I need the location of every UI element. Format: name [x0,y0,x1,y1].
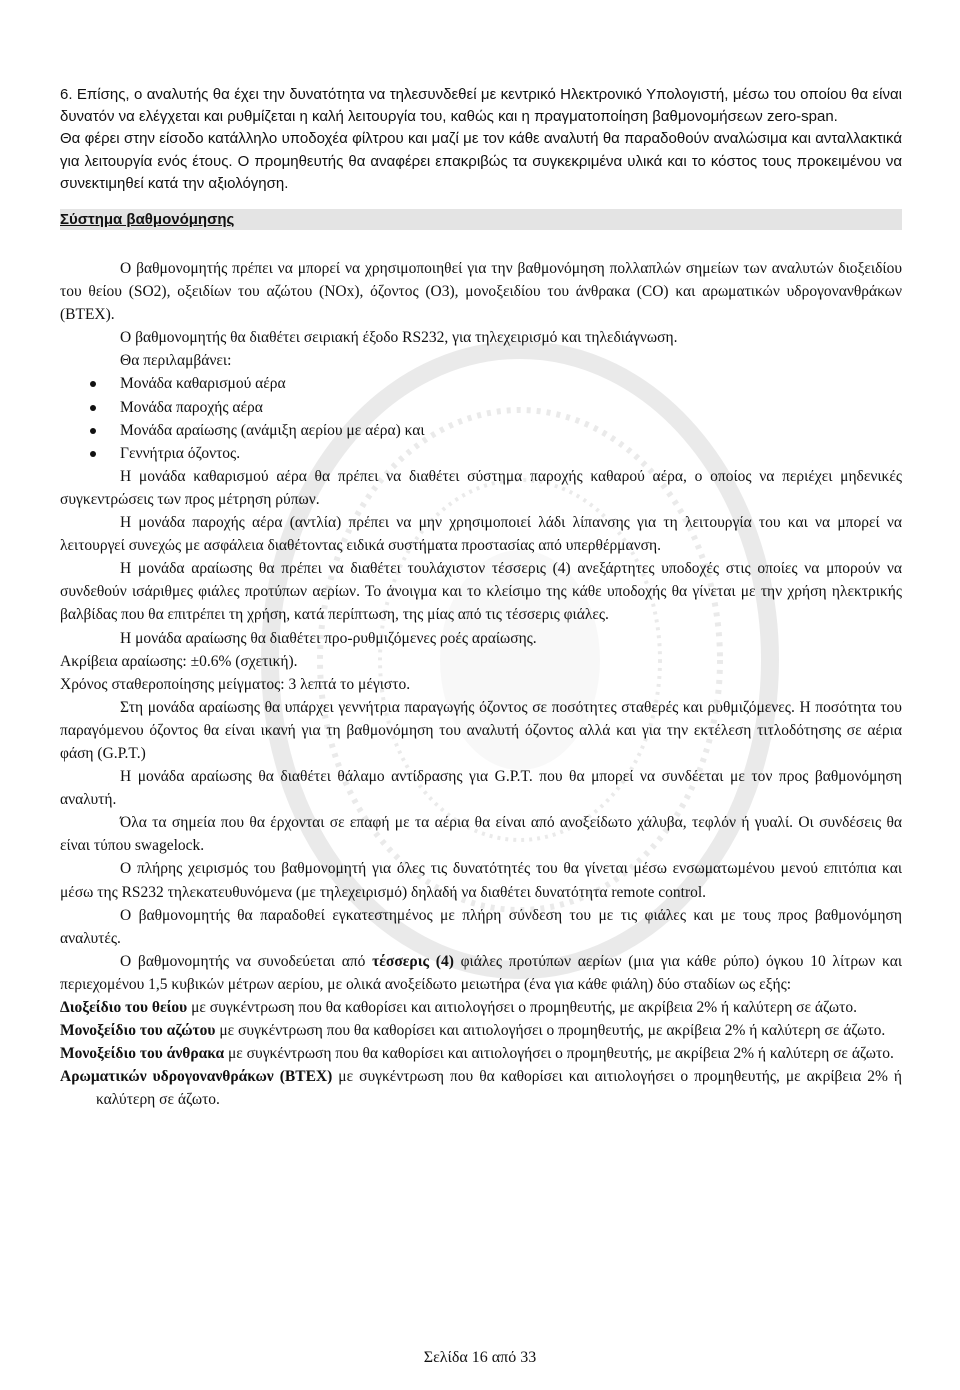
components-list [60,372,902,464]
bullet-icon [90,405,96,411]
cylinder-count: τέσσερις (4) [372,952,454,970]
paragraph-cylinders: Ο βαθμονομητής να συνοδεύεται από τέσσερις (4) φιάλες προτύπων αερίων (μια για κάθε ρύπο) όγκου 10 λίτρων και περιεχομένου 1,5 κυβικών μέτρων αερίου, με ολικά ανοξείδωτο μειωτήρα (ένα για κάθε φιάλη) δύο σταδίων ως εξής: [60,952,902,993]
paragraph-remote-control: Ο πλήρης χειρισμός του βαθμονομητή για όλες τις δυνατότητές του θα γίνεται μέσω ενσωματωμένου μενού επιτόπια και μέσω της RS232 τηλεκατευθυνόμενα (με τηλεχειρισμό) δηλαδή να διαθέτει δυνατότητα remote control. [60,860,902,901]
paragraph-stabilization-time: Χρόνος σταθεροποίησης μείγματος: 3 λεπτά το μέγιστο. [60,675,411,693]
paragraph-dilution-unit: Η μονάδα αραίωσης θα πρέπει να διαθέτει τουλάχιστον τέσσερις (4) ανεξάρτητες υποδοχές στις οποίες να μπορούν να συνδεθούν ισάριθμες φιάλες προτύπων αερίων. Το άνοιγμα και το κλείσιμο της κάθε υποδοχής θα γίνεται με την χρήση ηλεκτρικής βαλβίδας που θα επιτρέπει τη χρήση, κατά περίπτωση, της μίας από τις τέσσερις φιάλες. [60,560,902,624]
paragraph-dilution-flows: Η μονάδα αραίωσης θα διαθέτει προ-ρυθμιζόμενες ροές αραίωσης. [120,629,537,647]
section-heading: Σύστημα βαθμονόμησης [60,211,235,229]
bullet-icon [90,381,96,387]
gas-item-co: Μονοξείδιο του άνθρακα με συγκέντρωση που θα καθορίσει και αιτιολογήσει ο προμηθευτής, με ακρίβεια 2% ή καλύτερη σε άζωτο. [60,1045,894,1063]
paragraph-filter-consumables: Θα φέρει στην είσοδο κατάλληλο υποδοχέα φίλτρου και μαζί με τον κάθε αναλυτή θα παραδοθούν αναλώσιμα και ανταλλακτικά για λειτουργία ενός έτους. Ο προμηθευτής θα αναφέρει επακριβώς τα συγκεκριμένα υλικά και το κόστος τους προκειμένου να συνεκτιμηθεί κατά την αξιολόγηση. [60,130,902,192]
paragraph-cleaning-unit: Η μονάδα καθαρισμού αέρα θα πρέπει να διαθέτει σύστημα παροχής καθαρού αέρα, ο οποίος να περιέχει μηδενικές συγκεντρώσεις των προς μέτρηση ρύπων. [60,467,902,508]
page-number: Σελίδα 16 από 33 [423,1349,537,1366]
paragraph-materials: Όλα τα σημεία που θα έρχονται σε επαφή με τα αέρια θα είναι από ανοξείδωτο χάλυβα, τεφλόν ή γυαλί. Οι συνδέσεις θα είναι τύπου swagelock. [60,814,902,855]
bullet-icon [90,451,96,457]
gas-item-no: Μονοξείδιο του αζώτου με συγκέντρωση που θα καθορίσει και αιτιολογήσει ο προμηθευτής, με ακρίβεια 2% ή καλύτερη σε άζωτο. [60,1022,886,1040]
list-item: Μονάδα παροχής αέρα [60,396,902,419]
paragraph-dilution-accuracy: Ακρίβεια αραίωσης: ±0.6% (σχετική). [60,652,298,670]
paragraph-rs232: Ο βαθμονομητής θα διαθέτει σειριακή έξοδο RS232, για τηλεχειρισμό και τηλεδιάγνωση. [120,329,678,347]
list-item: Μονάδα αραίωσης (ανάμιξη αερίου με αέρα) και [60,419,902,442]
paragraph-supply-unit: Η μονάδα παροχής αέρα (αντλία) πρέπει να μην χρησιμοποιεί λάδι λίπανσης για τη λειτουργία του και να μπορεί να λειτουργεί συνεχώς με ασφάλεια διαθέτοντας ειδικά συστήματα προστασίας από υπερθέρμανση. [60,514,902,555]
list-item: Μονάδα καθαρισμού αέρα [60,372,902,395]
paragraph-includes: Θα περιλαμβάνει: [120,352,232,370]
paragraph-ozone-generator: Στη μονάδα αραίωσης θα υπάρχει γεννήτρια παραγωγής όζοντος σε ποσότητες σταθερές και ρυθμιζόμενες. Η ποσότητα του παραγόμενου όζοντος θα είναι ικανή για τη βαθμονόμηση του αναλυτή όζοντος αλλά και για την εκτέλεση τιτλοδότησης σε αέρια φάση (G.P.T.) [60,698,902,762]
gas-item-btex: Αρωματικών υδρογονανθράκων (BTEX) με συγκέντρωση που θα καθορίσει και αιτιολογήσει ο προμηθευτής, με ακρίβεια 2% ή καλύτερη σε άζωτο. [60,1068,902,1109]
paragraph-remote-connection: 6. Επίσης, ο αναλυτής θα έχει την δυνατότητα να τηλεσυνδεθεί με κεντρικό Ηλεκτρονικό Υπολογιστή, μέσω του οποίου θα είναι δυνατόν να ελέγχεται και ρυθμίζεται η καλή λειτουργία του, καθώς και η πραγματοποίηση βαθμονομήσεων zero-span. [60,86,902,126]
paragraph-delivery: Ο βαθμονομητής θα παραδοθεί εγκατεστημένος με πλήρη σύνδεση του με τις φιάλες και με τους προς βαθμονόμηση αναλυτές. [60,906,902,947]
document-body [60,84,902,1111]
section-heading-bar [60,209,902,230]
list-item: Γεννήτρια όζοντος. [60,442,902,465]
paragraph-intro: Ο βαθμονομητής πρέπει να μπορεί να χρησιμοποιηθεί για την βαθμονόμηση πολλαπλών σημείων των αναλυτών διοξειδίου του θείου (SO2), οξειδίων του αζώτου (NOx), όζοντος (O3), μονοξειδίου του άνθρακα (CO) και αρωματικών υδρογονανθράκων (BTEX). [60,260,902,324]
gas-item-so2: Διοξείδιο του θείου με συγκέντρωση που θα καθορίσει και αιτιολογήσει ο προμηθευτής, με ακρίβεια 2% ή καλύτερη σε άζωτο. [60,999,857,1017]
paragraph-gpt-chamber: Η μονάδα αραίωσης θα διαθέτει θάλαμο αντίδρασης για G.P.T. που θα μπορεί να συνδέεται με τον προς βαθμονόμηση αναλυτή. [60,768,902,809]
bullet-icon [90,428,96,434]
